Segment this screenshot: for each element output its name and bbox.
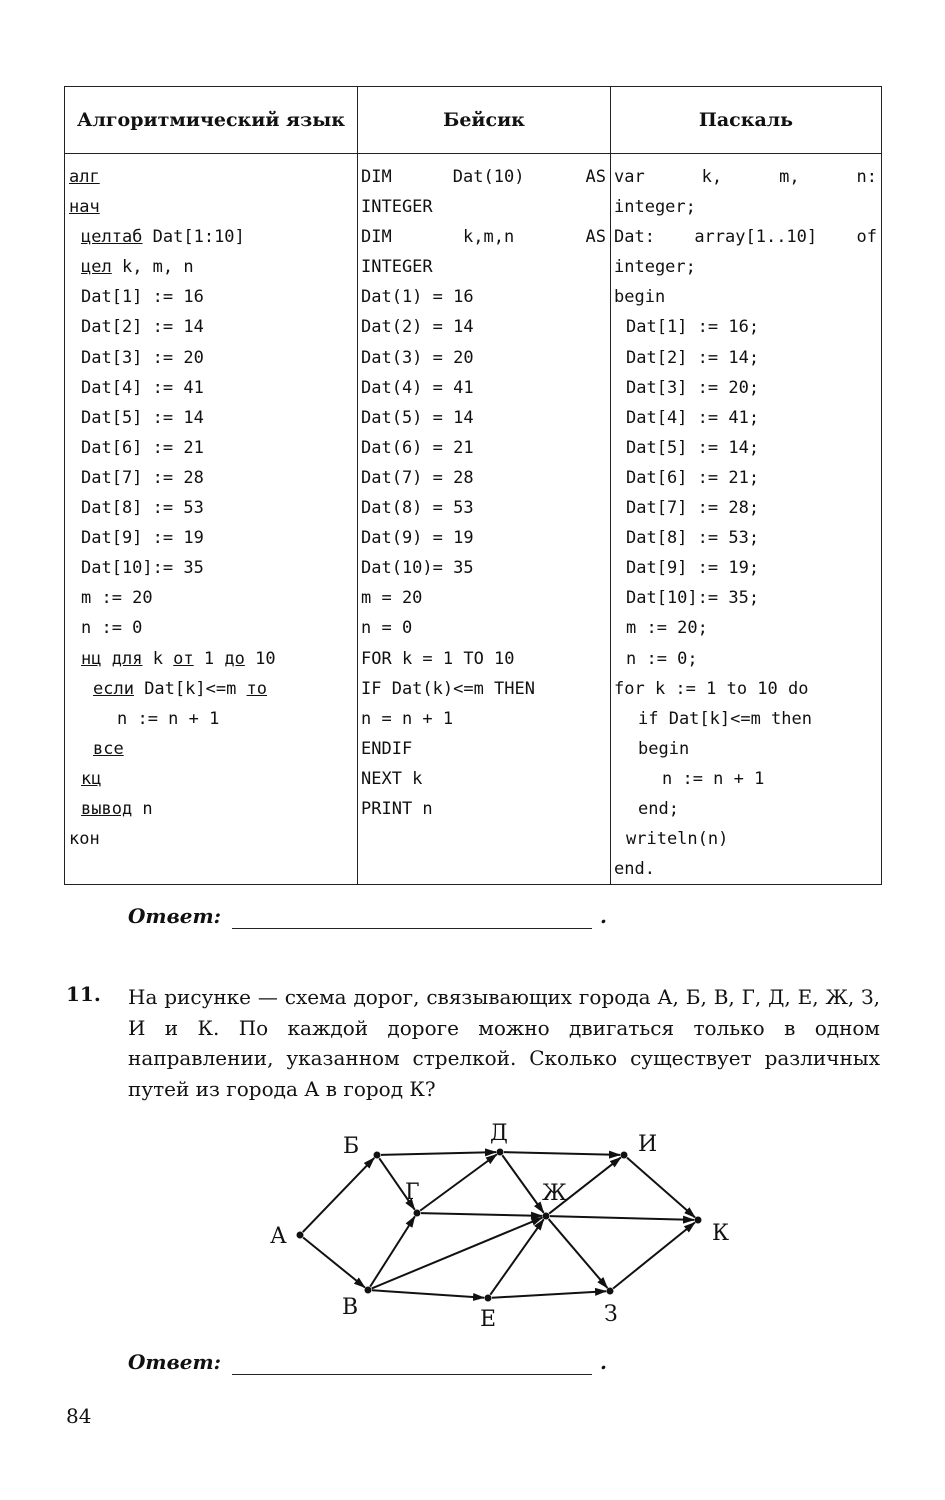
keyword: алг <box>69 167 100 187</box>
keyword: нц <box>81 648 102 669</box>
pascal-line: Dat[9] := 19; <box>626 558 760 579</box>
city-node-ZH <box>543 1213 550 1220</box>
code-token: n: <box>856 167 877 187</box>
code-token: AS <box>585 167 606 187</box>
basic-line: n = 0 <box>361 618 413 639</box>
ky-line: Dat[8] := 53 <box>81 498 204 519</box>
code-token: array[1..10] <box>694 227 818 248</box>
answer-block-1 <box>128 904 607 928</box>
city-node-A <box>297 1232 304 1239</box>
basic-line: Dat(7) = 28 <box>361 467 474 488</box>
basic-line: NEXT k <box>361 768 423 789</box>
ky-line: Dat[4] := 41 <box>81 377 204 398</box>
ky-line: Dat[10]:= 35 <box>81 558 204 579</box>
pascal-line: Dat[3] := 20; <box>626 377 760 398</box>
header-basic: Бейсик <box>358 87 611 154</box>
code-token: Dat[k]<=m <box>133 678 247 699</box>
pascal-line: n := n + 1 <box>662 768 765 789</box>
city-label-E: Е <box>480 1307 497 1332</box>
road-edge-E-Z <box>492 1291 606 1298</box>
basic-line: Dat(8) = 53 <box>361 498 474 519</box>
city-label-I: И <box>638 1132 658 1157</box>
code-token: DIM <box>361 167 392 187</box>
ky-line: n := 0 <box>81 618 143 639</box>
basic-line: FOR k = 1 TO 10 <box>361 648 515 669</box>
code-token <box>101 649 111 669</box>
ky-line <box>69 644 357 674</box>
basic-line: IF Dat(k)<=m THEN <box>361 678 535 699</box>
city-label-A: А <box>270 1224 287 1249</box>
keyword: если <box>93 678 134 699</box>
code-basic <box>358 154 611 885</box>
answer-block-2 <box>128 1350 607 1374</box>
ky-line: n := n + 1 <box>117 708 220 729</box>
pascal-line: for k := 1 to 10 do <box>614 678 809 699</box>
road-edge-Z-K <box>613 1223 695 1289</box>
basic-line: Dat(10)= 35 <box>361 558 474 579</box>
code-token: DIM <box>361 227 392 248</box>
road-edge-ZH-Z <box>549 1219 608 1288</box>
pascal-line: integer; <box>614 257 696 278</box>
pascal-line: n := 0; <box>626 648 698 669</box>
city-label-D: Д <box>490 1121 508 1146</box>
pascal-line: if Dat[k]<=m then <box>638 708 812 729</box>
pascal-line: Dat[5] := 14; <box>626 437 760 458</box>
basic-line: n = n + 1 <box>361 708 454 729</box>
answer-label: Ответ: <box>128 1350 221 1374</box>
ky-line: Dat[3] := 20 <box>81 347 204 368</box>
keyword: вывод <box>81 798 133 819</box>
keyword: все <box>93 738 124 759</box>
pascal-line: writeln(n) <box>626 829 729 850</box>
basic-line: m = 20 <box>361 588 423 609</box>
road-edge-V-E <box>372 1290 484 1297</box>
keyword: целтаб <box>81 227 143 248</box>
basic-line: Dat(5) = 14 <box>361 407 474 428</box>
pascal-line <box>614 222 881 252</box>
header-algorithmic-language: Алгоритмический язык <box>65 87 358 154</box>
pascal-line: end; <box>638 798 679 819</box>
pascal-line: end. <box>614 859 655 880</box>
basic-line: Dat(6) = 21 <box>361 437 474 458</box>
city-node-K <box>695 1217 702 1224</box>
road-graph-diagram <box>260 1110 750 1335</box>
code-token: Dat(10) <box>452 167 525 187</box>
ky-line: цел k, m, n <box>81 257 194 278</box>
basic-line <box>361 222 610 252</box>
city-node-G <box>414 1210 421 1217</box>
ky-line <box>69 764 357 794</box>
ky-line <box>69 162 357 192</box>
city-node-V <box>365 1287 372 1294</box>
city-label-ZH: Ж <box>542 1181 567 1206</box>
basic-line <box>361 162 610 192</box>
basic-line: INTEGER <box>361 197 433 218</box>
answer-dot: . <box>600 1350 607 1374</box>
code-token: k, <box>701 167 723 187</box>
basic-line: Dat(3) = 20 <box>361 347 474 368</box>
answer-line[interactable] <box>232 928 592 929</box>
road-edge-A-B <box>303 1158 374 1232</box>
road-edge-I-K <box>627 1158 695 1218</box>
basic-line: Dat(9) = 19 <box>361 528 474 549</box>
road-edge-B-D <box>381 1152 496 1155</box>
basic-line: INTEGER <box>361 257 433 278</box>
basic-line: Dat(1) = 16 <box>361 287 474 308</box>
pascal-line: Dat[1] := 16; <box>626 317 760 338</box>
answer-dot: . <box>600 904 607 928</box>
road-edge-A-V <box>303 1238 365 1288</box>
code-token: m, <box>779 167 800 187</box>
pascal-line: begin <box>638 738 690 759</box>
ky-line: кон <box>69 829 100 850</box>
ky-line <box>69 674 357 704</box>
pascal-line: Dat[4] := 41; <box>626 407 760 428</box>
header-pascal: Паскаль <box>611 87 882 154</box>
code-token: 1 <box>193 648 225 669</box>
pascal-line: begin <box>614 287 666 308</box>
pascal-line: m := 20; <box>626 618 708 639</box>
road-edge-E-ZH <box>490 1219 543 1294</box>
road-edge-D-I <box>504 1152 620 1155</box>
pascal-line: Dat[10]:= 35; <box>626 588 760 609</box>
ky-line <box>69 192 357 222</box>
ky-line: Dat[1] := 16 <box>81 287 204 308</box>
ky-line: Dat[5] := 14 <box>81 407 204 428</box>
page-number: 84 <box>66 1404 92 1428</box>
code-comparison-table <box>64 86 882 885</box>
ky-line: m := 20 <box>81 588 153 609</box>
code-pascal <box>611 154 882 885</box>
code-token: k,m,n <box>463 227 515 248</box>
code-algorithmic-language <box>65 154 358 885</box>
pascal-line: integer; <box>614 197 696 218</box>
basic-line: PRINT n <box>361 798 433 819</box>
ky-line: Dat[6] := 21 <box>81 437 204 458</box>
pascal-line: Dat[6] := 21; <box>626 467 760 488</box>
city-node-I <box>621 1152 628 1159</box>
road-edge-V-ZH <box>372 1218 543 1289</box>
keyword: нач <box>69 197 100 218</box>
ky-line: вывод n <box>81 798 153 819</box>
code-token: AS <box>585 227 606 248</box>
city-node-E <box>485 1295 492 1302</box>
answer-label: Ответ: <box>128 904 221 928</box>
keyword: цел <box>81 257 112 278</box>
city-node-B <box>374 1152 381 1159</box>
keyword: кц <box>81 768 102 789</box>
ky-line: Dat[9] := 19 <box>81 528 204 549</box>
city-node-Z <box>607 1288 614 1295</box>
city-label-V: В <box>342 1295 359 1320</box>
code-token: k <box>142 648 174 669</box>
code-token: 10 <box>244 648 276 669</box>
city-label-B: Б <box>343 1134 360 1159</box>
code-token: Dat: <box>614 227 655 248</box>
ky-line: целтаб Dat[1:10] <box>81 227 245 248</box>
basic-line: ENDIF <box>361 738 413 759</box>
pascal-line: Dat[2] := 14; <box>626 347 760 368</box>
keyword: то <box>246 678 268 699</box>
code-token: var <box>614 167 645 187</box>
ky-line: Dat[7] := 28 <box>81 467 204 488</box>
task-text: На рисунке — схема дорог, связывающих города А, Б, В, Г, Д, Е, Ж, З, И и К. По каждой дороге можно двигаться только в одном направлении, указанном стрелкой. Сколько существует различных путей из города А в город К? <box>128 985 880 1101</box>
road-edge-G-D <box>420 1154 497 1210</box>
road-edge-D-ZH <box>502 1155 543 1213</box>
ky-line: Dat[2] := 14 <box>81 317 204 338</box>
city-label-G: Г <box>405 1180 420 1205</box>
basic-line: Dat(4) = 41 <box>361 377 474 398</box>
road-edge-V-G <box>370 1216 415 1286</box>
pascal-line: Dat[8] := 53; <box>626 528 760 549</box>
pascal-line: Dat[7] := 28; <box>626 498 760 519</box>
task-number: 11. <box>66 982 101 1006</box>
city-label-K: К <box>712 1221 730 1246</box>
answer-line[interactable] <box>232 1374 592 1375</box>
city-label-Z: З <box>604 1302 618 1327</box>
city-node-D <box>497 1149 504 1156</box>
code-token: of <box>856 227 877 248</box>
pascal-line <box>614 162 881 192</box>
keyword: от <box>173 648 194 669</box>
keyword: до <box>224 648 245 669</box>
ky-line <box>69 734 357 764</box>
road-edge-G-ZH <box>421 1213 542 1216</box>
keyword: для <box>111 648 143 669</box>
basic-line: Dat(2) = 14 <box>361 317 474 338</box>
road-edge-ZH-K <box>550 1216 694 1220</box>
